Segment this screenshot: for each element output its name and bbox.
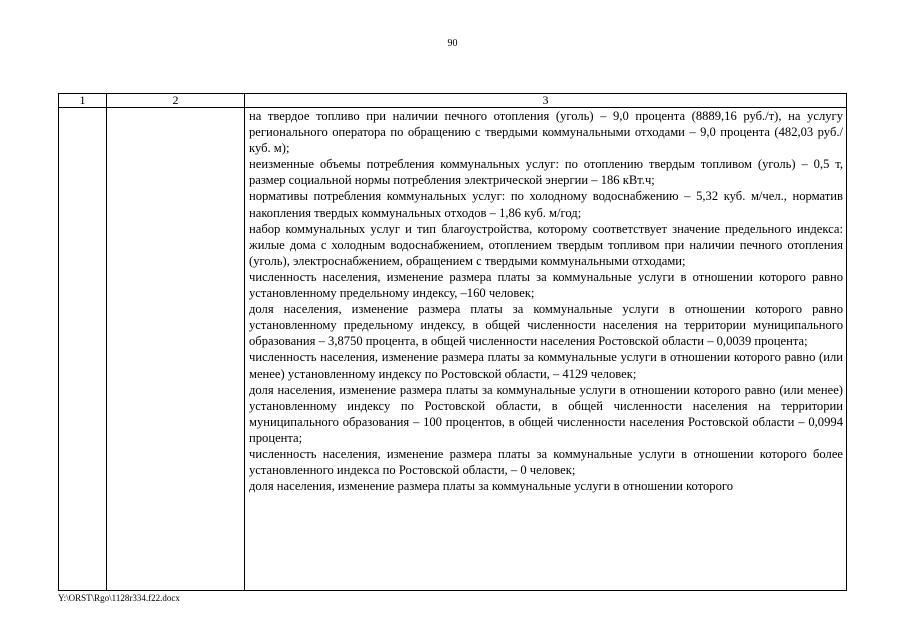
cell-column-3	[245, 108, 847, 591]
paragraph: доля населения, изменение размера платы за коммунальные услуги в отношении которого	[249, 479, 734, 494]
paragraph: доля населения, изменение размера платы за коммунальные услуги в отношении которого равно (или менее) установленному индексу по Ростовской области, в общей численности населения на территории муниципального образования – 100 процентов, в общей численности населения Ростовской области – 0,0994 процента;	[249, 382, 843, 445]
column-header-2: 2	[107, 94, 245, 108]
document-table	[58, 93, 847, 591]
page-number: 90	[447, 38, 458, 49]
cell-text	[245, 108, 846, 590]
table-header-row	[59, 94, 847, 108]
paragraph: численность населения, изменение размера платы за коммунальные услуги в отношении которого более установленного индекса по Ростовской области, – 0 человек;	[249, 446, 843, 478]
paragraph: доля населения, изменение размера платы за коммунальные услуги в отношении которого равно установленному предельному индексу, в общей численности населения на территории муниципального образования – 3,8750 процента, в общей численности населения Ростовской области – 0,0039 процента;	[249, 302, 843, 349]
column-header-1: 1	[59, 94, 107, 108]
paragraph: на твердое топливо при наличии печного отопления (уголь) – 9,0 процента (8889,16 руб./т), на услугу регионального оператора по обращению с твердыми коммунальными отходами – 9,0 процента (482,03 руб./куб. м);	[249, 109, 843, 156]
column-header-3: 3	[245, 94, 847, 108]
file-path-footer: Y:\ORST\Rgo\1128r334.f22.docx	[58, 593, 180, 603]
paragraph: численность населения, изменение размера платы за коммунальные услуги в отношении которого равно установленному предельному индексу, –160 человек;	[249, 269, 843, 301]
paragraph: нормативы потребления коммунальных услуг: по холодному водоснабжению – 5,32 куб. м/чел., норматив накопления твердых коммунальных отходов – 1,86 куб. м/год;	[249, 189, 843, 220]
paragraph: неизменные объемы потребления коммунальных услуг: по отоплению твердым топливом (уголь) – 0,5 т, размер социальной нормы потребления электрической энергии – 186 кВт.ч;	[249, 157, 843, 188]
cell-column-2	[107, 108, 245, 591]
paragraph: набор коммунальных услуг и тип благоустройства, которому соответствует значение предельного индекса: жилые дома с холодным водоснабжением, отоплением твердым топливом при наличии печного отопления (уголь), электроснабжением, обращением с твердыми коммунальными отходами;	[249, 221, 843, 268]
table-row	[59, 108, 847, 591]
paragraph: численность населения, изменение размера платы за коммунальные услуги в отношении которого равно (или менее) установленному индексу по Ростовской области, – 4129 человек;	[249, 350, 843, 381]
cell-column-1	[59, 108, 107, 591]
